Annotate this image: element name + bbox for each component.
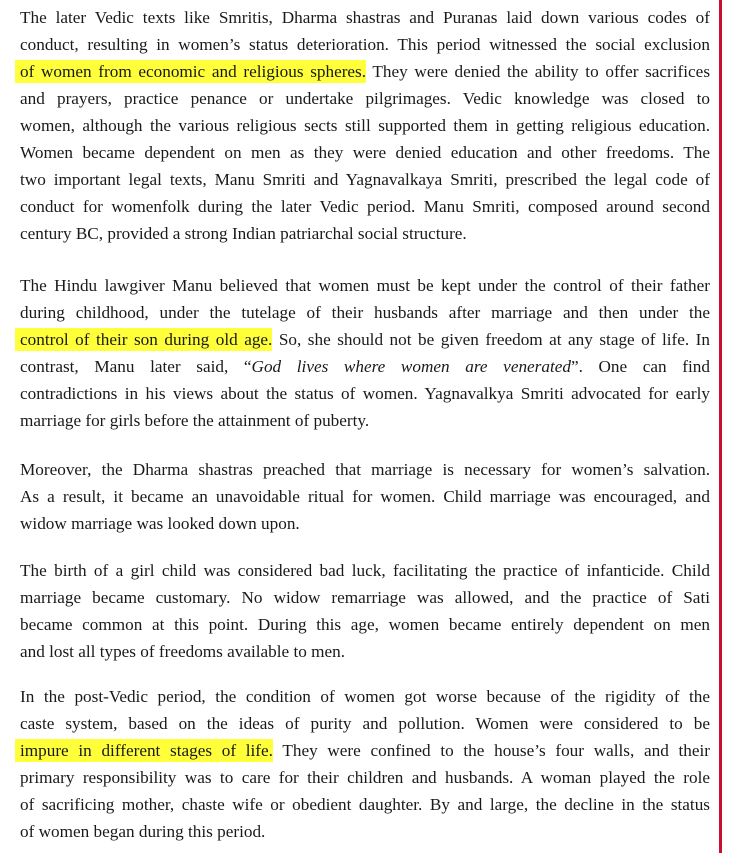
text-line: impure in different stages of life. They were confined to the house’s four walls, and their	[20, 741, 711, 760]
text-line: during childhood, under the tutelage of their husbands after marriage and then under the	[20, 299, 710, 326]
highlighted-text: of women from economic and religious spheres.	[20, 62, 367, 81]
paragraph-1	[20, 4, 710, 247]
quote-italic: God lives where women are venerated	[251, 357, 571, 376]
paragraph-2	[20, 272, 710, 434]
text-line: widow marriage was looked down upon.	[20, 514, 300, 533]
text-line: caste system, based on the ideas of purity and pollution. Women were considered to be	[20, 710, 710, 737]
text-line: contradictions in his views about the status of women. Yagnavalkya Smriti advocated for early	[20, 384, 710, 403]
text-line: The later Vedic texts like Smritis, Dharma shastras and Puranas laid down various codes of	[20, 4, 710, 31]
text-line: As a result, it became an unavoidable ritual for women. Child marriage was encouraged, and	[20, 487, 710, 506]
text-line: conduct, resulting in women’s status deterioration. This period witnessed the social exclusion	[20, 31, 710, 58]
text-line: of women began during this period.	[20, 822, 266, 841]
text-line: of women from economic and religious spheres. They were denied the ability to offer sacrifices	[20, 62, 711, 81]
text-line: primary responsibility was to care for their children and husbands. A woman played the role	[20, 768, 710, 787]
paragraph-4	[20, 557, 710, 665]
text-line: and lost all types of freedoms available to men.	[20, 642, 346, 661]
text-line: The birth of a girl child was considered bad luck, facilitating the practice of infanticide. Child	[20, 561, 710, 580]
text-line: two important legal texts, Manu Smriti and Yagnavalkaya Smriti, prescribed the legal code of	[20, 170, 710, 189]
text-line: of sacrificing mother, chaste wife or obedient daughter. By and large, the decline in the status	[20, 795, 710, 814]
highlighted-text: control of their son during old age.	[20, 330, 273, 349]
text-line: marriage became customary. No widow remarriage was allowed, and the practice of Sati	[20, 588, 710, 607]
text-line: control of their son during old age. So, she should not be given freedom at any stage of life. In	[20, 330, 711, 349]
text-line: century BC, provided a strong Indian patriarchal social structure.	[20, 224, 467, 243]
paragraph-5	[20, 683, 710, 845]
paragraph-3	[20, 456, 710, 537]
highlighted-text: impure in different stages of life.	[20, 741, 273, 760]
text-line: conduct for womenfolk during the later Vedic period. Manu Smriti, composed around second	[20, 197, 710, 216]
text-line: and prayers, practice penance or undertake pilgrimages. Vedic knowledge was closed to	[20, 89, 710, 108]
text-line: The Hindu lawgiver Manu believed that women must be kept under the control of their father	[20, 272, 710, 299]
text-line: contrast, Manu later said, “God lives where women are venerated”. One can find	[20, 357, 710, 376]
text-line: women, although the various religious sects still supported them in getting religious education.	[20, 116, 710, 135]
margin-rule	[719, 0, 722, 853]
text-line: In the post-Vedic period, the condition of women got worse because of the rigidity of the	[20, 683, 710, 710]
text-line: Women became dependent on men as they were denied education and other freedoms. The	[20, 143, 710, 162]
text-line: became common at this point. During this age, women became entirely dependent on men	[20, 615, 710, 634]
text-line: Moreover, the Dharma shastras preached that marriage is necessary for women’s salvation.	[20, 460, 710, 479]
text-line: marriage for girls before the attainment of puberty.	[20, 411, 370, 430]
